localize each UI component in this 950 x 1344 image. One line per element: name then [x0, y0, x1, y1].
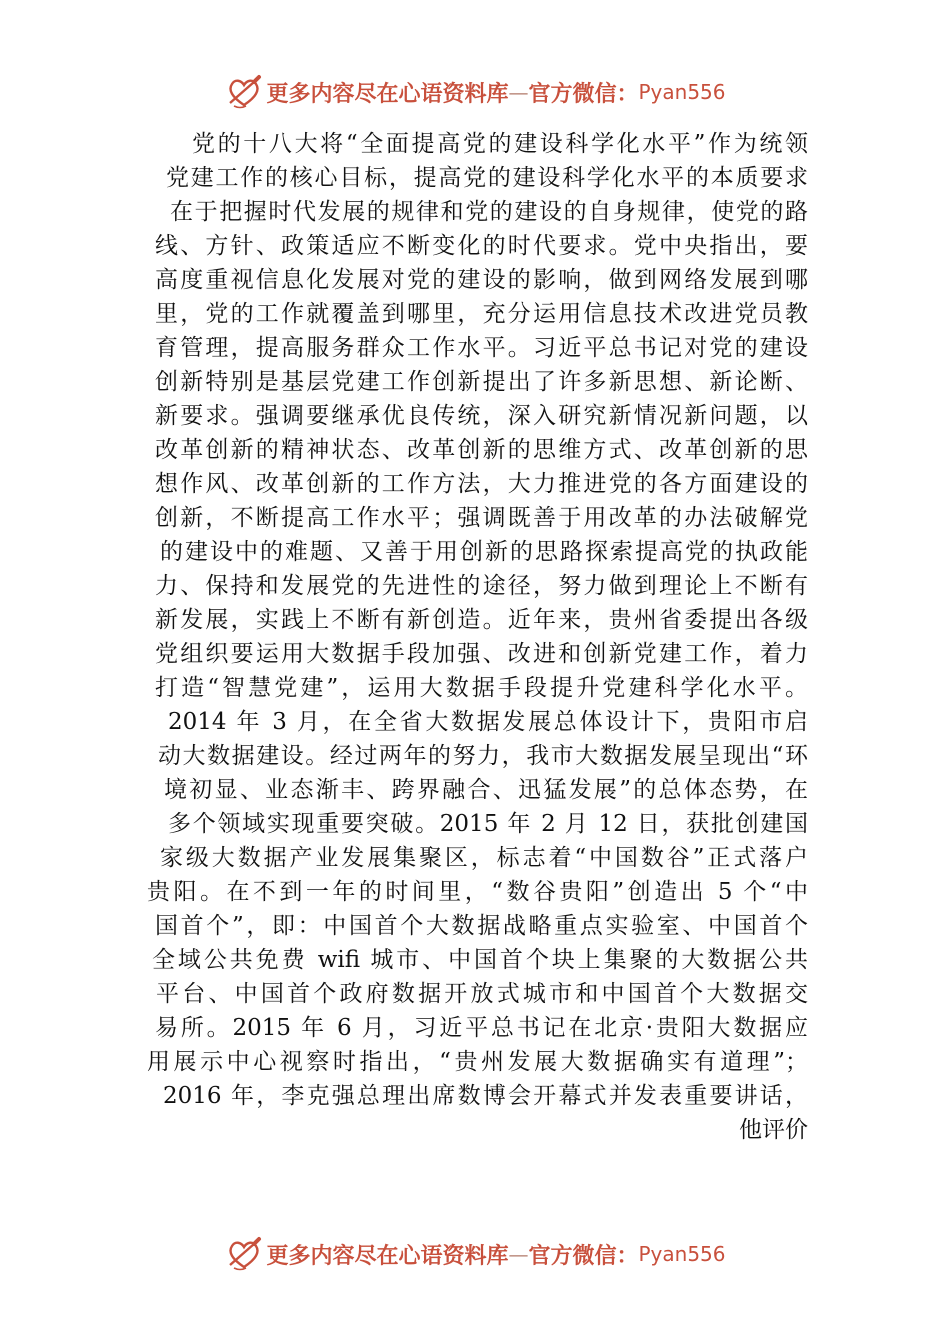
text-line: 易所。2015 年 6 月，习近平总书记在北京·贵阳大数据应 — [155, 1015, 808, 1041]
text-line: 新要求。强调要继承优良传统，深入研究新情况新问题，以 — [155, 403, 808, 429]
watermark-text: 更多内容尽在心语资料库 — [266, 1242, 509, 1269]
text-line: 育管理，提高服务群众工作水平。习近平总书记对党的建设 — [155, 335, 808, 361]
text-line: 家级大数据产业发展集聚区，标志着“中国数谷”正式落户 — [160, 845, 808, 871]
text-line: 他评价 — [739, 1117, 808, 1143]
text-line: 党建工作的核心目标，提高党的建设科学化水平的本质要求 — [166, 165, 808, 191]
text-line: 的建设中的难题、又善于用创新的思路探索提高党的执政能 — [160, 539, 808, 565]
text-line: 动大数据建设。经过两年的努力，我市大数据发展呈现出“环 — [158, 743, 808, 769]
watermark-dash: — — [508, 80, 529, 104]
text-line: 力、保持和发展党的先进性的途径，努力做到理论上不断有 — [155, 573, 808, 599]
text-line: 创新特别是基层党建工作创新提出了许多新思想、新论断、 — [155, 369, 808, 395]
text-line: 2016 年，李克强总理出席数博会开幕式并发表重要讲话， — [163, 1083, 808, 1109]
text-line: 党的十八大将“全面提高党的建设科学化水平”作为统领 — [192, 131, 808, 157]
text-line: 高度重视信息化发展对党的建设的影响，做到网络发展到哪 — [155, 267, 808, 293]
text-line: 国首个”，即：中国首个大数据战略重点实验室、中国首个 — [155, 913, 808, 939]
text-line: 在于把握时代发展的规律和党的建设的自身规律，使党的路 — [170, 199, 808, 225]
text-line: 改革创新的精神状态、改革创新的思维方式、改革创新的思 — [155, 437, 808, 463]
header-watermark — [0, 70, 950, 114]
watermark-wechat-id: Pyan556 — [638, 80, 726, 104]
watermark-wechat-label: 官方微信： — [528, 80, 639, 107]
text-line: 2014 年 3 月，在全省大数据发展总体设计下，贵阳市启 — [168, 709, 808, 735]
watermark-dash: — — [508, 1242, 529, 1266]
footer-watermark — [0, 1232, 950, 1276]
watermark-text: 更多内容尽在心语资料库 — [266, 80, 509, 107]
text-line: 境初显、业态渐丰、跨界融合、迅猛发展”的总体态势，在 — [164, 777, 808, 803]
watermark-wechat-label: 官方微信： — [528, 1242, 639, 1269]
text-line: 想作风、改革创新的工作方法，大力推进党的各方面建设的 — [155, 471, 808, 497]
text-line: 线、方针、政策适应不断变化的时代要求。党中央指出，要 — [155, 233, 808, 259]
text-line: 打造“智慧党建”，运用大数据手段提升党建科学化水平。 — [155, 675, 808, 701]
text-line: 全域公共免费 wifi 城市、中国首个块上集聚的大数据公共 — [152, 947, 808, 973]
watermark-wechat-id: Pyan556 — [638, 1242, 726, 1266]
text-line: 多个领域实现重要突破。2015 年 2 月 12 日，获批创建国 — [168, 811, 808, 837]
text-line: 创新，不断提高工作水平；强调既善于用改革的办法破解党 — [155, 505, 808, 531]
text-line: 里，党的工作就覆盖到哪里，充分运用信息技术改进党员教 — [155, 301, 808, 327]
text-line: 贵阳。在不到一年的时间里，“数谷贵阳”创造出 5 个“中 — [147, 879, 808, 905]
text-line: 用展示中心视察时指出，“贵州发展大数据确实有道理”； — [147, 1049, 808, 1075]
heart-pen-logo-icon — [224, 72, 264, 112]
text-line: 平台、中国首个政府数据开放式城市和中国首个大数据交 — [156, 981, 808, 1007]
text-line: 党组织要运用大数据手段加强、改进和创新党建工作，着力 — [155, 641, 808, 667]
heart-pen-logo-icon — [224, 1234, 264, 1274]
text-line: 新发展，实践上不断有新创造。近年来，贵州省委提出各级 — [155, 607, 808, 633]
